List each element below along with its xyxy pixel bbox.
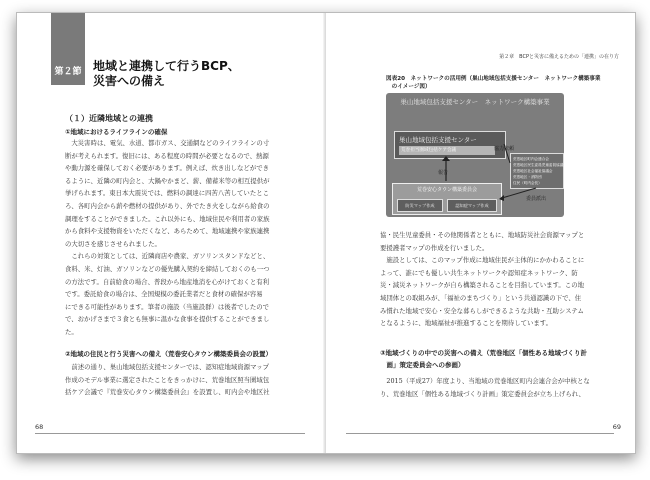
text-line: ろ、各町内会から薪や燃材の提供があり、外でたき火をしながら給食の	[65, 201, 270, 210]
network-member: 荒巻地区・消防団	[513, 175, 542, 179]
text-line: み慣れた地域で安心・安全な暮らしができるような共助・互助システム	[380, 306, 584, 315]
outer-project-label: 巣山地域包括支援センター ネットワーク構築事業	[400, 98, 550, 106]
page-number-right: 69	[612, 423, 621, 431]
title-line-2: 災害への備え	[93, 74, 166, 88]
text-line: から食料や支援物資をいただくなど、あらためて、地域連携や家族連携	[65, 227, 270, 236]
text-line: 前述の通り、巣山地域包括支援センターでは、認知症地域資源マップ	[65, 363, 269, 371]
report-label: 報告	[438, 170, 449, 176]
figure-caption-line-2: のイメージ図）	[386, 84, 431, 90]
footer-rule-right	[346, 433, 614, 434]
network-member: 荒巻地区町内会連合会	[513, 157, 549, 161]
heading-community-line-1: ③地域づくりの中での災害への備え（荒巻地区「個性ある地域づくり計	[380, 349, 588, 357]
text-line: り、荒巻地区「個性ある地域づくり計画」策定委員会が立ち上げられ、	[380, 389, 585, 398]
network-member: 住民（町内会長）	[513, 181, 542, 185]
coop-label: 協力依頼	[494, 146, 515, 152]
support-center-label: 巣山地域包括支援センター	[399, 136, 477, 144]
heading-lifeline: ①地域におけるライフラインの確保	[65, 128, 168, 136]
text-line: となるように、地域福祉が推進することを期待しています。	[380, 319, 553, 328]
book-spread	[16, 12, 636, 454]
text-line: 域団体との取組みが、「福祉のまちづくり」という共通認識の下で、住	[380, 293, 582, 302]
body-text-1	[65, 137, 293, 339]
text-line: 挙げられます。東日本大震災では、燃料の調達に四苦八苦していたとこ	[65, 189, 269, 198]
body-text-3	[380, 229, 618, 330]
text-line: よって、誰にでも優しい共生ネットワークや認知症ネットワーク、防	[380, 268, 578, 277]
text-line: これらの対策としては、近隣商店や農家、ガソリンスタンドなどと、	[65, 252, 270, 261]
network-member: 荒巻地区社会福祉協議会	[513, 169, 553, 173]
text-line: 協・民生児童委員・その他関係者とともに、地域防災社会資源マップと	[380, 231, 585, 239]
heading-section-1: （１）近隣地域との連携	[65, 114, 153, 123]
running-head: 第２章 BCPと災害に備えるための「連携」の在り方	[499, 54, 619, 60]
text-line: 大災害時は、電気、水道、都市ガス、交通網などのライフラインの寸	[65, 139, 270, 147]
title-line-1: 地域と連携して行うBCP、	[93, 59, 240, 73]
footer-rule-left	[35, 433, 305, 434]
entrust-label: 委員派出	[526, 196, 547, 202]
text-line: るように、近隣の町内会と、大鍋やかまど、薪、備蓄米等の相互提供が	[65, 176, 270, 185]
text-line: にできる可能性があります。筆者の施設（当施設群）は後者でしたので	[65, 302, 269, 311]
text-line: た。	[65, 327, 78, 336]
text-line: 断が考えられます。復旧には、ある程度の時間が必要となるので、熱源	[65, 151, 269, 160]
text-line: の大切さを感じさせられました。	[65, 239, 161, 248]
diagram-arrows	[386, 93, 612, 219]
figure-caption-line-1: 図表20 ネットワークの活用例（巣山地域包括支援センター ネットワーク構築事業	[386, 76, 601, 82]
text-line: 括ケア会議で『荒巻安心タウン構築委員会』を設置し、町内会や地区社	[65, 388, 270, 397]
care-meeting-label: 荒巻担当圏域包括ケア会議	[399, 146, 495, 155]
text-line: 災・減災ネットワークが自ら構築されることを目指しています。この地	[380, 281, 584, 290]
network-member: 荒巻地区民生委員児童委員協議会	[513, 163, 567, 167]
text-line: で、おかげさまで３食とも無事に温かな食事を提供することができまし	[65, 315, 270, 324]
disaster-map-chip: 防災マップ作成	[397, 199, 443, 212]
figure-caption	[386, 75, 616, 91]
body-text-4	[380, 375, 618, 400]
page-number-left: 68	[35, 423, 44, 431]
left-page	[17, 13, 326, 453]
committee-label: 荒巻安心タウン構築委員会	[416, 187, 477, 193]
text-line: や動力源を確保しておく必要があります。例えば、炊き出しなどができ	[65, 164, 269, 173]
text-line: 2015（平成27）年度より、当地域の荒巻地区町内会連合会が中核とな	[380, 377, 590, 385]
network-diagram	[386, 93, 612, 219]
text-line: 作成のモデル事業に選定されたことをきっかけに、荒巻地区照当圏域包	[65, 375, 270, 384]
heading-community-line-2: 画」策定委員会への参画）	[380, 361, 465, 369]
report-arrow-head	[442, 156, 450, 161]
text-line: です。委託給食の場合は、全国規模の委託業者だと食材の確保が容易	[65, 290, 263, 299]
text-line: 食料、米、灯油、ガソリンなどの優先購入契約を締結しておくのも一つ	[65, 264, 270, 273]
text-line: 要援護者マップの作成を行いました。	[380, 243, 489, 252]
text-line: の方法です。自前給食の場合、普段から地産地消を心がけておくと有利	[65, 277, 269, 286]
text-line: 調理をすることができました。これ以外にも、地域住民や利用者の家族	[65, 214, 270, 223]
heading-residents: ②地域の住民と行う災害への備え（荒巻安心タウン構築委員会の設置）	[65, 350, 273, 358]
page-title	[93, 59, 240, 89]
heading-community	[380, 347, 620, 371]
text-line: 施設としては、このマップ作成に地域住民が主体的にかかわることに	[380, 256, 585, 265]
right-page	[326, 13, 635, 453]
body-text-2	[65, 361, 293, 399]
entrust-arrow-head	[499, 195, 504, 201]
section-tab: 第２節	[51, 13, 85, 85]
dementia-map-chip: 認知症マップ作成	[447, 199, 497, 212]
